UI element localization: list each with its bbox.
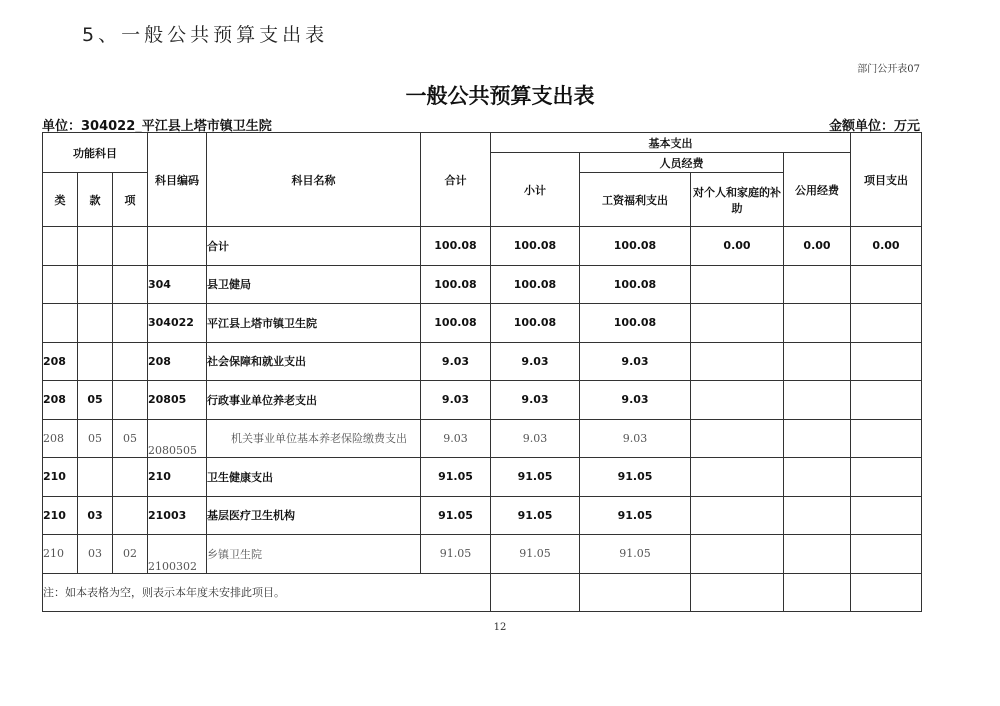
cell-kuan xyxy=(78,342,113,381)
cell-total: 91.05 xyxy=(421,496,491,535)
cell-public xyxy=(784,265,851,304)
cell-wages: 91.05 xyxy=(580,496,691,535)
cell-name: 基层医疗卫生机构 xyxy=(207,496,421,535)
table-row xyxy=(43,419,922,458)
table-note: 注：如本表格为空，则表示本年度未安排此项目。 xyxy=(43,573,491,612)
cell-subsidy xyxy=(691,419,784,458)
cell-kuan xyxy=(78,304,113,343)
cell-wages: 9.03 xyxy=(580,342,691,381)
cell-subsidy xyxy=(691,342,784,381)
cell-total: 91.05 xyxy=(421,458,491,497)
cell-xiang xyxy=(113,458,148,497)
cell-name: 行政事业单位养老支出 xyxy=(207,381,421,420)
unit-label: 单位：304022_平江县上塔市镇卫生院 xyxy=(42,119,272,134)
cell-lei: 208 xyxy=(43,381,78,420)
cell-project xyxy=(851,342,922,381)
cell-subtotal: 9.03 xyxy=(491,381,580,420)
header-personnel: 人员经费 xyxy=(580,153,784,173)
cell-subsidy xyxy=(691,496,784,535)
cell-total: 9.03 xyxy=(421,342,491,381)
table-title: 一般公共预算支出表 xyxy=(405,84,595,108)
table-row xyxy=(43,304,922,343)
cell-kuan: 03 xyxy=(78,535,113,574)
header-wages: 工资福利支出 xyxy=(580,173,691,227)
empty-cell xyxy=(851,573,922,612)
cell-name: 乡镇卫生院 xyxy=(207,535,421,574)
cell-total: 100.08 xyxy=(421,265,491,304)
empty-cell xyxy=(691,573,784,612)
header-project-expense: 项目支出 xyxy=(851,133,922,227)
header-lei: 类 xyxy=(43,173,78,227)
cell-total: 9.03 xyxy=(421,419,491,458)
cell-kuan: 05 xyxy=(78,419,113,458)
table-row xyxy=(43,227,922,266)
cell-project xyxy=(851,535,922,574)
cell-subtotal: 91.05 xyxy=(491,535,580,574)
cell-public xyxy=(784,381,851,420)
cell-wages: 100.08 xyxy=(580,265,691,304)
header-subject-code: 科目编码 xyxy=(148,133,207,227)
cell-xiang xyxy=(113,304,148,343)
cell-subsidy xyxy=(691,381,784,420)
amount-unit-label: 金额单位：万元 xyxy=(828,119,920,134)
table-row xyxy=(43,458,922,497)
cell-subsidy: 0.00 xyxy=(691,227,784,266)
cell-project xyxy=(851,381,922,420)
header-total: 合计 xyxy=(421,133,491,227)
cell-kuan xyxy=(78,227,113,266)
cell-kuan: 05 xyxy=(78,381,113,420)
cell-public xyxy=(784,535,851,574)
cell-subtotal: 9.03 xyxy=(491,419,580,458)
cell-code xyxy=(148,227,207,266)
cell-subtotal: 9.03 xyxy=(491,342,580,381)
cell-subtotal: 91.05 xyxy=(491,458,580,497)
cell-xiang: 02 xyxy=(113,535,148,574)
cell-subtotal: 100.08 xyxy=(491,304,580,343)
cell-public xyxy=(784,419,851,458)
cell-xiang: 05 xyxy=(113,419,148,458)
cell-name: 平江县上塔市镇卫生院 xyxy=(207,304,421,343)
budget-expense-table xyxy=(42,132,922,612)
cell-xiang xyxy=(113,265,148,304)
cell-project xyxy=(851,304,922,343)
cell-subsidy xyxy=(691,535,784,574)
document-code: 部门公开表07 xyxy=(857,64,920,75)
cell-project: 0.00 xyxy=(851,227,922,266)
cell-public xyxy=(784,342,851,381)
cell-lei xyxy=(43,227,78,266)
cell-code: 304022 xyxy=(148,304,207,343)
section-heading: 5、一般公共预算支出表 xyxy=(82,24,329,46)
cell-subsidy xyxy=(691,458,784,497)
cell-total: 100.08 xyxy=(421,227,491,266)
cell-code: 208 xyxy=(148,342,207,381)
cell-subsidy xyxy=(691,304,784,343)
cell-kuan xyxy=(78,458,113,497)
cell-lei: 210 xyxy=(43,535,78,574)
cell-xiang xyxy=(113,496,148,535)
cell-name-text: 机关事业单位基本养老保险缴费支出 xyxy=(231,431,407,445)
cell-lei: 210 xyxy=(43,458,78,497)
page-number: 12 xyxy=(493,622,507,633)
table-row xyxy=(43,535,922,574)
cell-subtotal: 100.08 xyxy=(491,227,580,266)
cell-wages: 100.08 xyxy=(580,304,691,343)
cell-kuan xyxy=(78,265,113,304)
cell-code: 20805 xyxy=(148,381,207,420)
cell-project xyxy=(851,419,922,458)
empty-cell xyxy=(784,573,851,612)
cell-wages: 91.05 xyxy=(580,535,691,574)
cell-wages: 91.05 xyxy=(580,458,691,497)
cell-xiang xyxy=(113,381,148,420)
cell-lei: 210 xyxy=(43,496,78,535)
cell-public: 0.00 xyxy=(784,227,851,266)
cell-lei: 208 xyxy=(43,419,78,458)
cell-xiang xyxy=(113,342,148,381)
cell-total: 91.05 xyxy=(421,535,491,574)
header-basic-expense: 基本支出 xyxy=(491,133,851,153)
cell-code: 210 xyxy=(148,458,207,497)
table-row xyxy=(43,265,922,304)
cell-project xyxy=(851,458,922,497)
table-note-row xyxy=(43,573,922,612)
cell-subtotal: 100.08 xyxy=(491,265,580,304)
cell-public xyxy=(784,304,851,343)
table-row xyxy=(43,342,922,381)
cell-subtotal: 91.05 xyxy=(491,496,580,535)
cell-wages: 100.08 xyxy=(580,227,691,266)
cell-wages: 9.03 xyxy=(580,381,691,420)
cell-kuan: 03 xyxy=(78,496,113,535)
empty-cell xyxy=(491,573,580,612)
cell-subsidy xyxy=(691,265,784,304)
cell-name: 卫生健康支出 xyxy=(207,458,421,497)
table-row xyxy=(43,381,922,420)
cell-xiang xyxy=(113,227,148,266)
cell-lei xyxy=(43,265,78,304)
cell-public xyxy=(784,458,851,497)
header-kuan: 款 xyxy=(78,173,113,227)
empty-cell xyxy=(580,573,691,612)
header-function-subject: 功能科目 xyxy=(43,133,148,173)
table-row xyxy=(43,496,922,535)
cell-code: 304 xyxy=(148,265,207,304)
cell-total: 100.08 xyxy=(421,304,491,343)
cell-name: 县卫健局 xyxy=(207,265,421,304)
cell-name: 合计 xyxy=(207,227,421,266)
cell-code: 21003 xyxy=(148,496,207,535)
cell-name: 社会保障和就业支出 xyxy=(207,342,421,381)
cell-project xyxy=(851,265,922,304)
cell-name xyxy=(207,419,421,458)
cell-lei: 208 xyxy=(43,342,78,381)
header-public-expense: 公用经费 xyxy=(784,153,851,227)
cell-code: 2080505 xyxy=(148,419,207,458)
cell-lei xyxy=(43,304,78,343)
header-individual-subsidy: 对个人和家庭的补助 xyxy=(691,173,784,227)
cell-project xyxy=(851,496,922,535)
cell-wages: 9.03 xyxy=(580,419,691,458)
header-subject-name: 科目名称 xyxy=(207,133,421,227)
cell-public xyxy=(784,496,851,535)
header-xiang: 项 xyxy=(113,173,148,227)
cell-code: 2100302 xyxy=(148,535,207,574)
cell-total: 9.03 xyxy=(421,381,491,420)
header-subtotal: 小计 xyxy=(491,153,580,227)
